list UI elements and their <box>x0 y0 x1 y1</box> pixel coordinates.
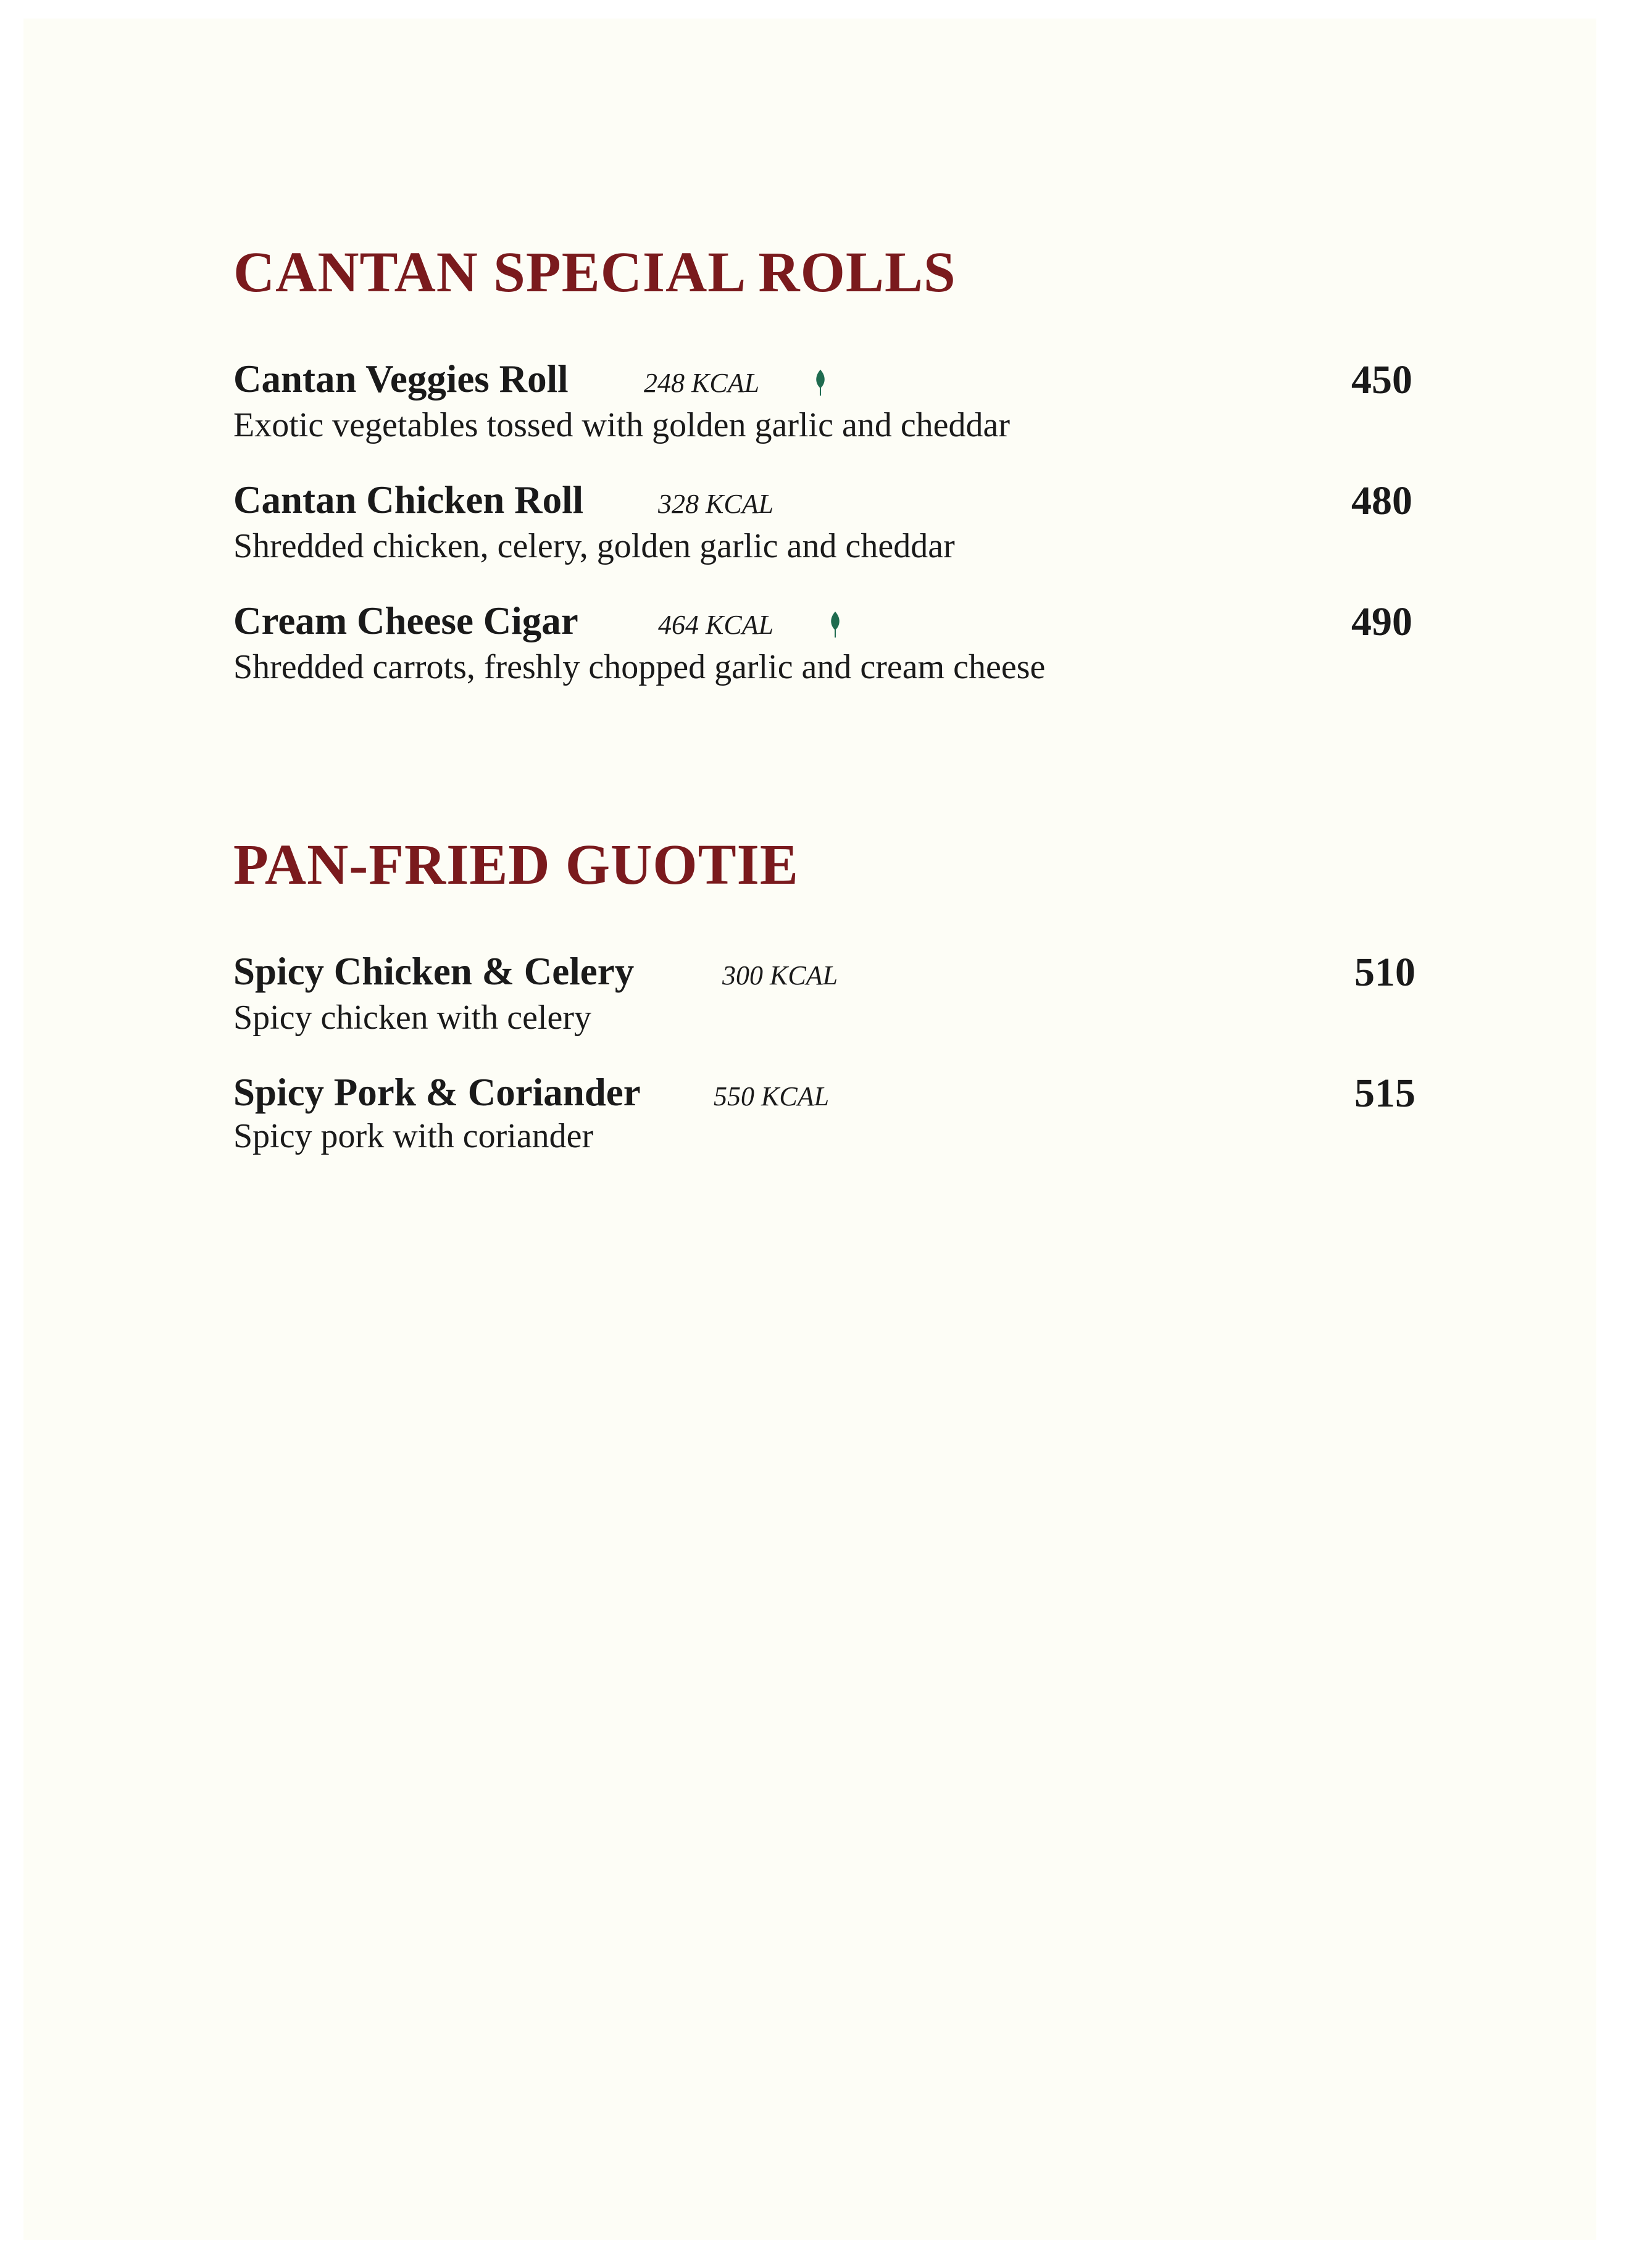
section-title: PAN-FRIED GUOTIE <box>233 833 799 897</box>
menu-item <box>233 1073 1431 1166</box>
item-name: Cream Cheese Cigar <box>233 599 578 642</box>
item-price: 480 <box>1351 478 1412 523</box>
item-name: Cantan Veggies Roll <box>233 357 569 401</box>
menu-item <box>233 357 1431 452</box>
item-name: Cantan Chicken Roll <box>233 478 584 521</box>
item-description: Spicy chicken with celery <box>233 999 592 1037</box>
item-kcal: 550 KCAL <box>714 1081 830 1111</box>
item-description: Exotic vegetables tossed with golden garlic and cheddar <box>233 406 1011 444</box>
item-price: 450 <box>1351 357 1412 402</box>
item-kcal: 248 KCAL <box>644 368 760 398</box>
item-description: Spicy pork with coriander <box>233 1117 594 1155</box>
item-name: Spicy Chicken & Celery <box>233 950 635 993</box>
item-name: Spicy Pork & Coriander <box>233 1071 641 1114</box>
menu-item <box>233 599 1431 694</box>
item-description: Shredded chicken, celery, golden garlic and cheddar <box>233 527 955 565</box>
item-kcal: 464 KCAL <box>658 610 774 640</box>
vegetarian-leaf-icon <box>828 610 842 639</box>
item-price: 510 <box>1354 950 1415 995</box>
item-price: 515 <box>1354 1071 1415 1116</box>
item-kcal: 300 KCAL <box>722 960 838 991</box>
menu-item <box>233 478 1431 573</box>
item-description: Shredded carrots, freshly chopped garlic and cream cheese <box>233 648 1046 686</box>
menu-item <box>233 952 1431 1045</box>
item-price: 490 <box>1351 599 1412 644</box>
section-title: CANTAN SPECIAL ROLLS <box>233 241 956 304</box>
vegetarian-leaf-icon <box>814 368 827 397</box>
item-kcal: 328 KCAL <box>658 489 774 519</box>
